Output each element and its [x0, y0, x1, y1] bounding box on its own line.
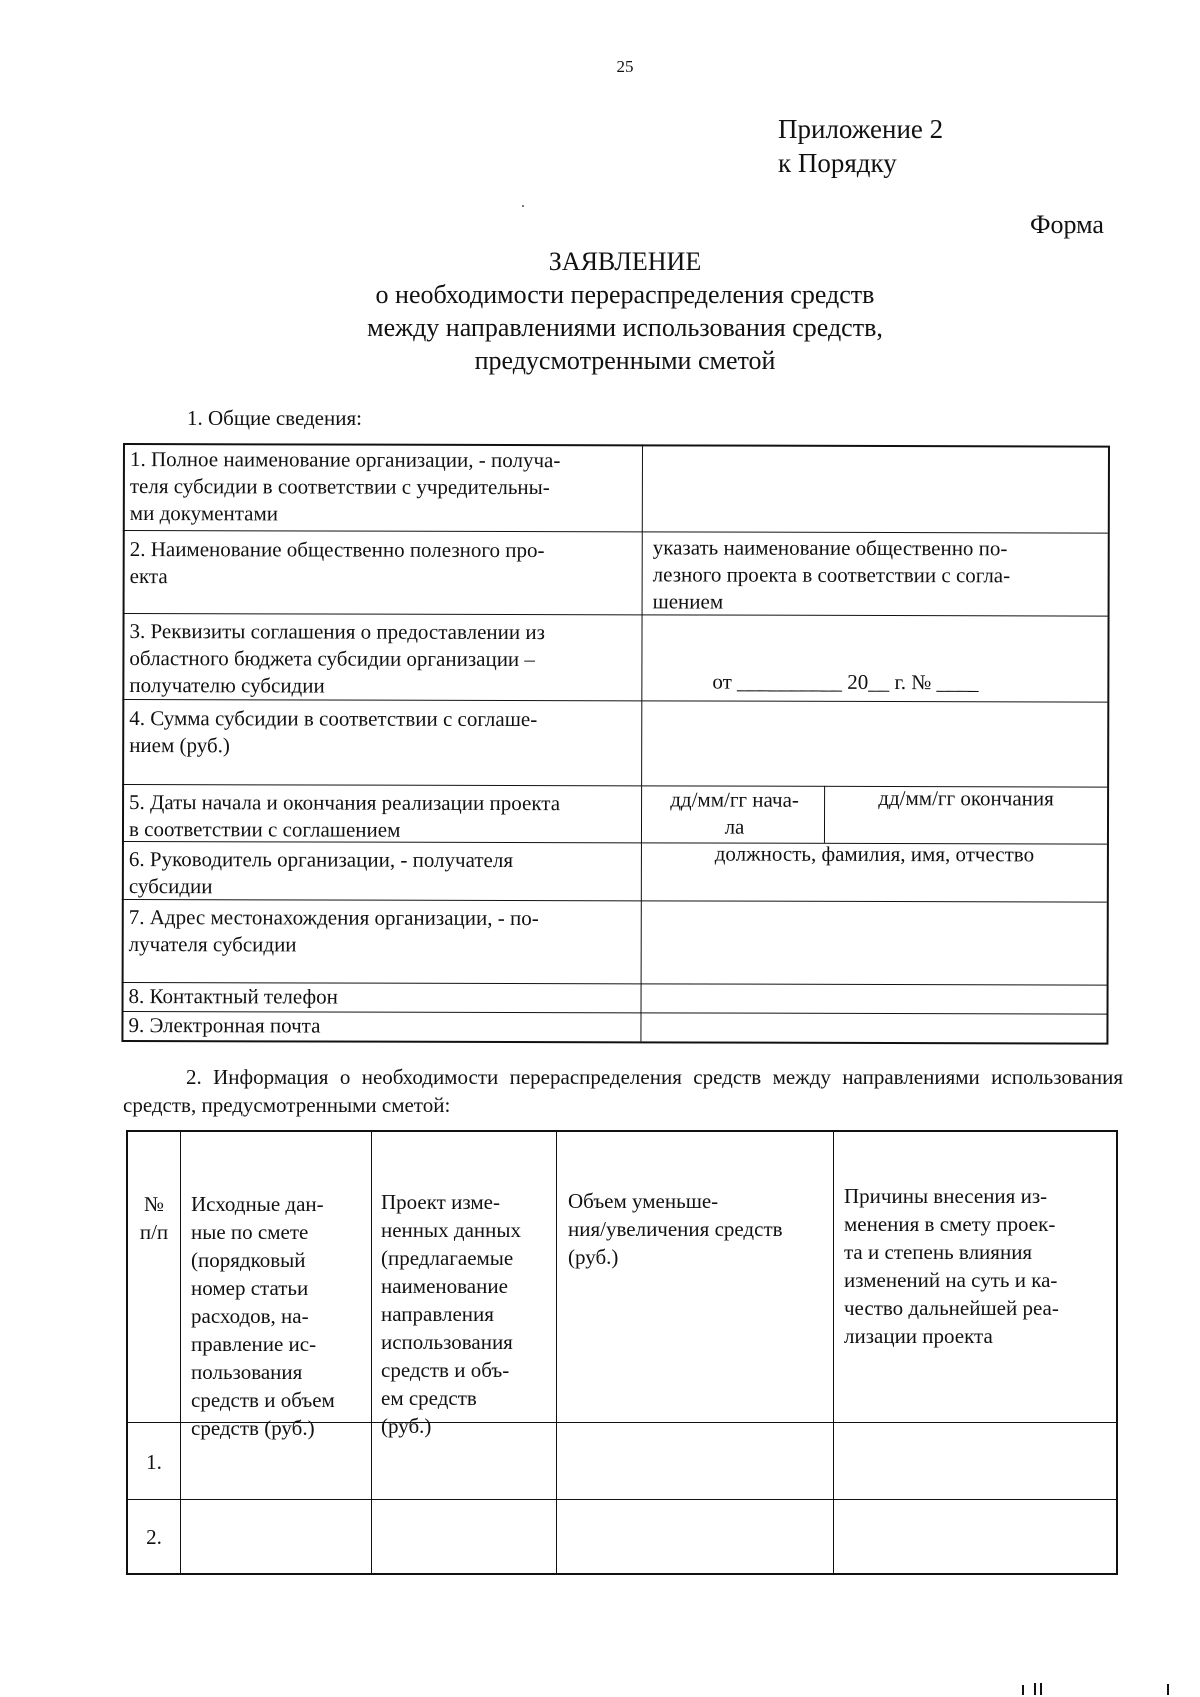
row5-label: 5. Даты начала и окончания реализации проекта в соответствии с соглашением	[128, 790, 561, 842]
table-row-cell[interactable]	[835, 1501, 1113, 1569]
header-proposed-data: Проект изме- ненных данных (предлагаемые наименование направления использования средств и объ- ем средств (руб.)	[381, 1190, 521, 1438]
title-line-3: предусмотренными сметой	[474, 346, 776, 375]
row3-agreement-details-field[interactable]: от __________ 20__ г. № ____	[712, 669, 979, 695]
column-divider	[556, 1130, 557, 1573]
scan-artifact	[1040, 1683, 1042, 1695]
title-line-1: о необходимости перераспределения средств	[375, 280, 875, 309]
scan-artifact	[1167, 1684, 1169, 1695]
row4-label: 4. Сумма субсидии в соответствии с соглаше- нием (руб.)	[129, 706, 538, 758]
table-row-cell[interactable]	[835, 1424, 1113, 1498]
table-row-cell[interactable]	[373, 1424, 555, 1498]
appendix-line-2: к Порядку	[778, 148, 897, 178]
page-number: 25	[616, 57, 634, 76]
header-change-amount: Объем уменьше- ния/увеличения средств (руб.)	[568, 1189, 783, 1269]
row7-label: 7. Адрес местонахождения организации, - по- лучателя субсидии	[128, 905, 539, 957]
appendix-reference	[778, 112, 943, 180]
row8-phone-field[interactable]	[647, 985, 1102, 1012]
appendix-line-1: Приложение 2	[778, 114, 944, 144]
row5-end-date-field[interactable]: дд/мм/гг окончания	[878, 785, 1054, 811]
section1-title: 1. Общие сведения:	[187, 406, 362, 430]
column-divider	[180, 1130, 181, 1573]
header-number: № п/п	[139, 1192, 169, 1244]
row6-label: 6. Руководитель организации, - получателя субсидии	[128, 847, 514, 899]
row1-value-field[interactable]	[648, 447, 1103, 528]
row2-value-field[interactable]: указать наименование общественно по- лезного проекта в соответствии с согла- шением	[652, 535, 1011, 614]
row4-value-field[interactable]	[647, 706, 1102, 781]
form-label: Форма	[1030, 210, 1104, 239]
row1-label: 1. Полное наименование организации, - получа- теля субсидии в соответствии с учредительны- ми документами	[129, 447, 561, 526]
row8-label: 8. Контактный телефон	[128, 984, 338, 1009]
row9-email-field[interactable]	[646, 1014, 1101, 1041]
table-row-number: 1.	[146, 1450, 162, 1474]
table-row-cell[interactable]	[373, 1501, 555, 1569]
row6-head-field[interactable]: должность, фамилия, имя, отчество	[714, 841, 1035, 867]
title-line-2: между направлениями использования средств,	[367, 313, 883, 342]
scan-artifact	[1022, 1685, 1024, 1695]
scan-speck	[522, 205, 524, 207]
row3-label: 3. Реквизиты соглашения о предоставлении из областного бюджета субсидии организации – получателю субсидии	[129, 619, 545, 698]
table-row-cell[interactable]	[182, 1424, 370, 1498]
row7-value-field[interactable]	[647, 904, 1102, 981]
row9-label: 9. Электронная почта	[128, 1013, 321, 1038]
table-row-cell[interactable]	[182, 1501, 370, 1569]
document-title	[0, 245, 1200, 377]
row5-start-date-field[interactable]: дд/мм/гг нача- ла	[670, 787, 799, 839]
table-row-cell[interactable]	[558, 1424, 832, 1498]
header-original-data: Исходные дан- ные по смете (порядковый номер статьи расходов, на- правление ис- пользования средств и объем средств (руб.)	[191, 1192, 335, 1440]
table-row-number: 2.	[146, 1525, 162, 1549]
title-heading: ЗАЯВЛЕНИЕ	[548, 247, 702, 276]
scan-artifact	[1034, 1683, 1036, 1695]
redistribution-table	[126, 1130, 1116, 1573]
row2-label: 2. Наименование общественно полезного про- екта	[129, 537, 545, 589]
header-change-reasons: Причины внесения из- менения в смету проек- та и степень влияния изменений на суть и ка- чество дальнейшей реа- лизации проекта	[844, 1184, 1059, 1348]
date-column-divider	[824, 786, 825, 843]
section2-text: 2. Информация о необходимости перераспределения средств между направлениями использования средств, предусмотренными сметой:	[123, 1065, 1123, 1117]
table-row-cell[interactable]	[558, 1501, 832, 1569]
column-divider	[371, 1130, 372, 1573]
column-divider	[833, 1130, 834, 1573]
general-info-table	[121, 443, 1108, 1043]
row-divider	[126, 1499, 1116, 1500]
